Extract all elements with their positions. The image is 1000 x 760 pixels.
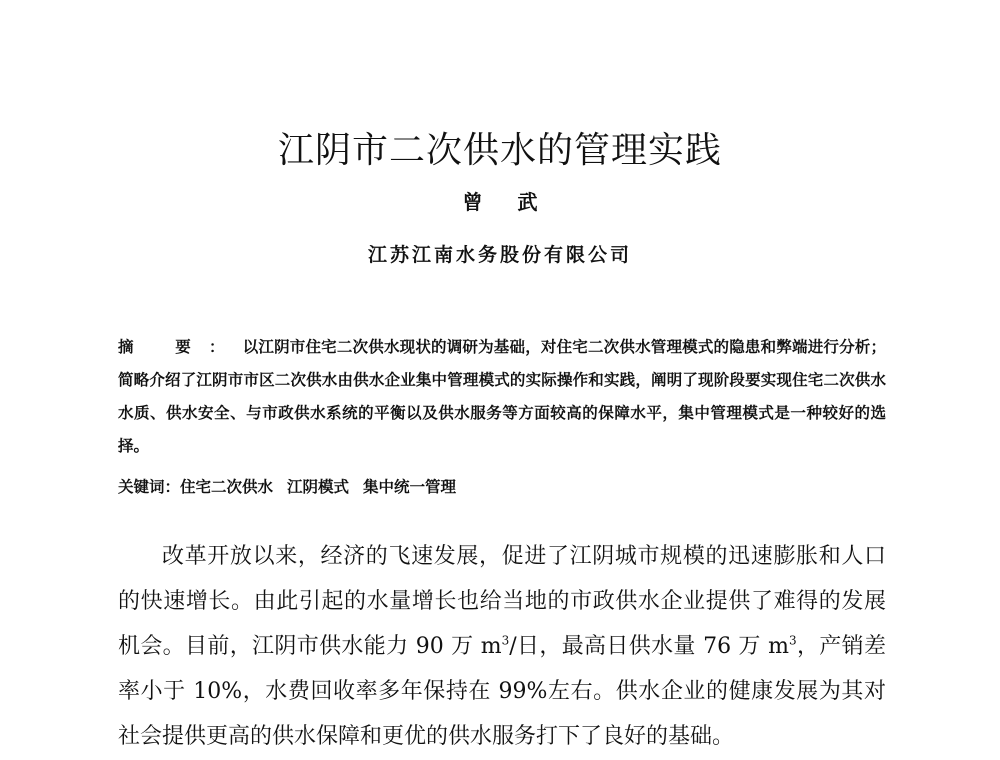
superscript: 3 xyxy=(501,633,510,648)
keyword-item: 住宅二次供水 xyxy=(180,477,274,496)
abstract-label: 摘 要： xyxy=(118,337,243,356)
paper-title: 江阴市二次供水的管理实践 xyxy=(277,130,722,171)
body-paragraph xyxy=(118,534,886,759)
abstract xyxy=(118,330,886,462)
keywords-label: 关键词： xyxy=(118,477,181,496)
keyword-item: 江阴模式 xyxy=(287,477,350,496)
keywords xyxy=(118,470,886,503)
author-affiliation: 江苏江南水务股份有限公司 xyxy=(367,244,632,266)
author-name: 曾 武 xyxy=(462,190,552,214)
body-text-part: ，产销差率小于 10%，水费回收率多年保持在 99%左右。供水企业的健康发展为其对社会提供更高的供水保障和更优的供水服务打下了良好的基础。 xyxy=(118,634,886,749)
keyword-item: 集中统一管理 xyxy=(363,477,457,496)
body-text-part: /日，最高日供水量 76 万 m xyxy=(509,634,789,659)
superscript: 3 xyxy=(788,633,797,648)
abstract-text: 以江阴市住宅二次供水现状的调研为基础，对住宅二次供水管理模式的隐患和弊端进行分析；简略介绍了江阴市市区二次供水由供水企业集中管理模式的实际操作和实践，阐明了现阶段要实现住宅二次供水水质、供水安全、与市政供水系统的平衡以及供水服务等方面较高的保障水平，集中管理模式是一种较好的选择。 xyxy=(118,337,886,455)
body-text-part: 改革开放以来，经济的飞速发展，促进了江阴城市规模的迅速膨胀和人口的快速增长。由此引起的水量增长也给当地的市政供水企业提供了难得的发展机会。目前，江阴市供水能力 90 万 m xyxy=(118,544,886,659)
